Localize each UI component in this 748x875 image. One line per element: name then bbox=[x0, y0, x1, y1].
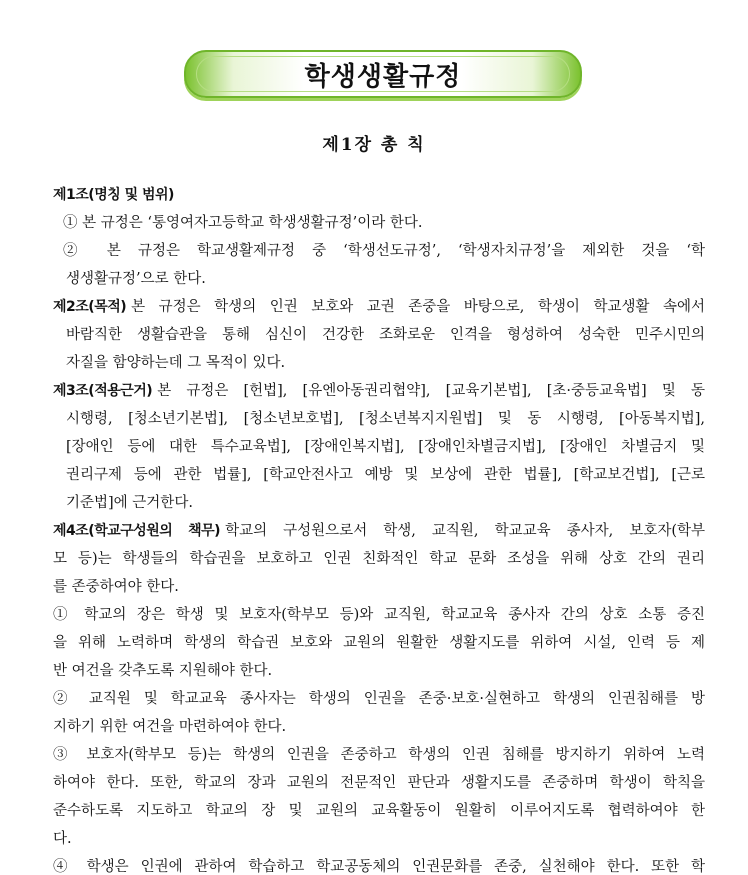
article-title: 제2조(목적) bbox=[53, 299, 127, 315]
text-line bbox=[53, 209, 705, 237]
line-text: 다. bbox=[53, 831, 72, 847]
line-text: ② 본 규정은 학교생활제규정 중 ‘학생선도규정’, ‘학생자치규정’을 제외한 것을 ‘학 bbox=[63, 243, 705, 259]
document-body bbox=[53, 181, 705, 875]
text-line bbox=[53, 573, 705, 601]
text-line bbox=[53, 657, 705, 685]
line-text: ④ 학생은 인권에 관하여 학습하고 학교공동체의 인권문화를 존중, 실천해야 한다. 또한 학 bbox=[53, 859, 705, 875]
text-line bbox=[53, 321, 705, 349]
text-line bbox=[53, 629, 705, 657]
article-heading-line bbox=[53, 293, 705, 321]
article-heading-line bbox=[53, 181, 705, 209]
text-line bbox=[53, 461, 705, 489]
line-text: ② 교직원 및 학교교육 종사자는 학생의 인권을 존중·보호·실현하고 학생의 인권침해를 방 bbox=[53, 691, 705, 707]
line-text: 준수하도록 지도하고 학교의 장 및 교원의 교육활동이 원활히 이루어지도록 협력하여야 한 bbox=[53, 803, 705, 819]
article-title: 제4조(학교구성원의 책무) bbox=[53, 523, 221, 539]
line-text: 자질을 함양하는데 그 목적이 있다. bbox=[66, 355, 286, 371]
text-line bbox=[53, 713, 705, 741]
text-line bbox=[53, 405, 705, 433]
document-title: 학생생활규정 bbox=[304, 62, 462, 92]
article-title: 제3조(적용근거) bbox=[53, 383, 153, 399]
line-text: ① 본 규정은 ‘통영여자고등학교 학생생활규정’이라 한다. bbox=[63, 215, 423, 231]
text-line bbox=[53, 601, 705, 629]
line-text: 시행령, [청소년기본법], [청소년보호법], [청소년복지지원법] 및 동 시행령, [아동복지법], bbox=[66, 411, 705, 427]
line-text: 를 존중하여야 한다. bbox=[53, 579, 179, 595]
line-text: 모 등)는 학생들의 학습권을 보호하고 인권 친화적인 학교 문화 조성을 위해 상호 간의 권리 bbox=[53, 551, 705, 567]
line-text: 생생활규정’으로 한다. bbox=[66, 271, 206, 287]
text-line bbox=[53, 685, 705, 713]
text-line bbox=[53, 797, 705, 825]
chapter-title: 제1장 총 칙 bbox=[322, 135, 426, 155]
line-text: 하여야 한다. 또한, 학교의 장과 교원의 전문적인 판단과 생활지도를 존중하며 학생이 학칙을 bbox=[53, 775, 705, 791]
article-heading-line bbox=[53, 517, 705, 545]
title-banner bbox=[184, 50, 582, 98]
line-text: 바람직한 생활습관을 통해 심신이 건강한 조화로운 인격을 형성하여 성숙한 민주시민의 bbox=[66, 327, 705, 343]
text-line bbox=[53, 433, 705, 461]
line-text: ③ 보호자(학부모 등)는 학생의 인권을 존중하고 학생의 인권 침해를 방지하기 위하여 노력 bbox=[53, 747, 705, 763]
line-text: 기준법]에 근거한다. bbox=[66, 495, 193, 511]
line-text: 본 규정은 학생의 인권 보호와 교권 존중을 바탕으로, 학생이 학교생활 속에서 bbox=[131, 299, 705, 315]
text-line bbox=[53, 489, 705, 517]
text-line bbox=[53, 741, 705, 769]
line-text: [장애인 등에 대한 특수교육법], [장애인복지법], [장애인차별금지법], [장애인 차별금지 및 bbox=[66, 439, 705, 455]
text-line bbox=[53, 545, 705, 573]
line-text: 본 규정은 [헌법], [유엔아동권리협약], [교육기본법], [초·중등교육법] 및 동 bbox=[157, 383, 705, 399]
line-text: 권리구제 등에 관한 법률], [학교안전사고 예방 및 보상에 관한 법률], [학교보건법], [근로 bbox=[66, 467, 705, 483]
article-heading-line bbox=[53, 377, 705, 405]
line-text: 학교의 구성원으로서 학생, 교직원, 학교교육 종사자, 보호자(학부 bbox=[225, 523, 705, 539]
text-line bbox=[53, 825, 705, 853]
text-line bbox=[53, 237, 705, 265]
line-text: ① 학교의 장은 학생 및 보호자(학부모 등)와 교직원, 학교교육 종사자 간의 상호 소통 증진 bbox=[53, 607, 705, 623]
text-line bbox=[53, 349, 705, 377]
line-text: 을 위해 노력하며 학생의 학습권 보호와 교원의 원활한 생활지도를 위하여 시설, 인력 등 제 bbox=[53, 635, 705, 651]
text-line bbox=[53, 769, 705, 797]
text-line bbox=[53, 853, 705, 875]
line-text: 지하기 위한 여건을 마련하여야 한다. bbox=[53, 719, 287, 735]
text-line bbox=[53, 265, 705, 293]
article-title: 제1조(명칭 및 범위) bbox=[53, 187, 174, 203]
line-text: 반 여건을 갖추도록 지원해야 한다. bbox=[53, 663, 273, 679]
